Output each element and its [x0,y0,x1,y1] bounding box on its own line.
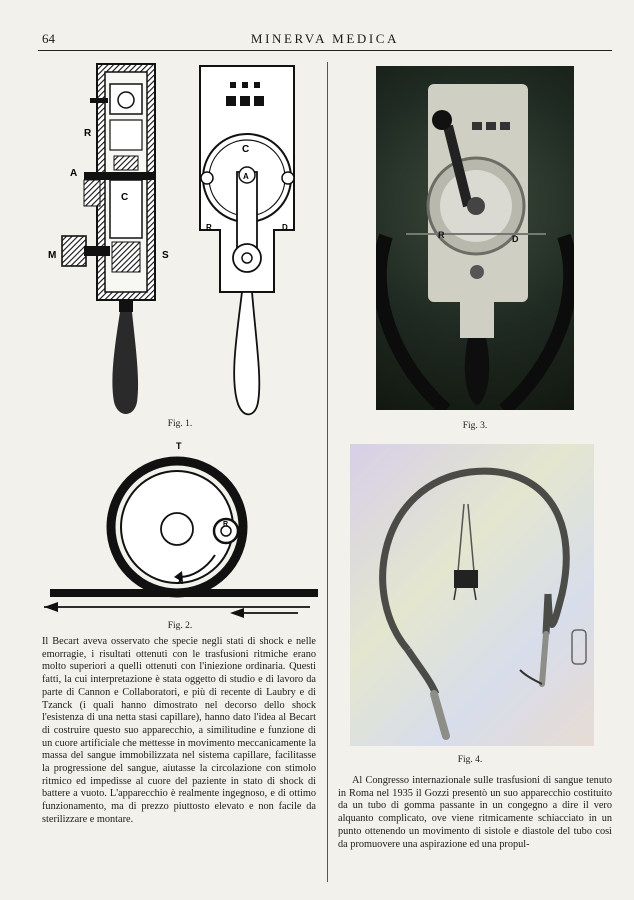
device-photo-illustration [376,66,574,410]
fig1-label-r: R [84,128,92,139]
front-view [200,66,294,414]
journal-title: MINERVA MEDICA [250,31,400,46]
figure-4-caption: Fig. 4. [457,755,483,765]
right-column-text [338,775,612,851]
figure-3-caption: Fig. 3. [462,421,488,431]
fig1-label-c-front: C [242,144,250,155]
figure-4-photo [350,444,594,746]
right-paragraph: Al Congresso internazionale sulle trasfusioni di sangue tenuto in Roma nel 1935 il Gozzi presentò un suo apparecchio costituito da un tubo di gomma passante in un congegno a dire il vero alquanto complicato, ove viene ritmicamente schiacciato in un punto ottenendo un movimento di sistole e diastole del tubo così da promuovere una aspirazione ed una propul- [338,775,612,850]
fig1-label-c-side: C [121,192,129,203]
fig2-label-t: T [176,441,182,451]
figure-1-caption: Fig. 1. [167,419,193,429]
fig1-label-d-front: D [282,223,288,232]
column-divider [327,62,328,882]
fig1-label-a-front: A [243,172,249,181]
section-view [62,64,156,414]
tube-photo-illustration [350,444,594,746]
fig3-label-r: R [438,230,445,240]
left-column-text [42,636,316,827]
fig2-label-x: X [177,576,184,586]
figure-2-drawing [40,437,324,623]
page-header [38,30,612,51]
left-paragraph: Il Becart aveva osservato che specie negli stati di shock e nelle emorragie, i risultati ottenuti con le trasfusioni ritmiche erano molto superiori a quelli ottenuti con l'iniezione ordinaria. Questi fatti, la cui interpretazione è stata oggetto di studio e di lavoro da parte di Cannon e Collaboratori, e più di recente di Laubry e di Tzanck (i quali hanno dimostrato nel decorso dello shock l'esistenza di una netta stasi capillare), hanno dato l'idea al Becart di costruire questo suo apparecchio, a similitudine e funzione di un cuore artificiale che mettesse in movimento meccanicamente la massa del sangue immobilizzata nel sistema capillare, facilitasse la progressione del sangue, aiutasse la circolazione con stimolo ritmico ed impedisse al cuore del paziente in stato di shock di battere a vuoto. L'apparecchio è realmente ingegnoso, e di ottimo funzionamento, ma di prezzo piuttosto elevato e non facile da sterilizzare e montare. [42,636,316,825]
fig3-label-d: D [512,234,519,244]
figure-1-drawing [44,60,324,422]
fig1-label-a: A [70,168,78,179]
fig2-label-r: R [223,521,229,528]
fig1-label-m: M [48,250,57,261]
page-number: 64 [42,31,55,46]
figure-3-photo [376,66,574,410]
fig1-label-s: S [162,250,169,261]
fig1-label-r-front: R [206,223,212,232]
figure-2-caption: Fig. 2. [167,621,193,631]
